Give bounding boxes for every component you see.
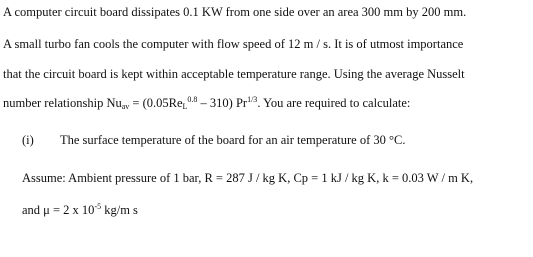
problem-line-1: A computer circuit board dissipates 0.1 KW from one side over an area 300 mm by 200 mm. <box>3 5 467 19</box>
re-exponent: 0.8 <box>187 95 198 104</box>
problem-line-2: A small turbo fan cools the computer with flow speed of 12 m / s. It is of utmost importance <box>3 37 464 51</box>
assumption-line-1: Assume: Ambient pressure of 1 bar, R = 287 J / kg K, Cp = 1 kJ / kg K, k = 0.03 W / m K, <box>22 171 474 185</box>
nusselt-relationship-line <box>3 95 410 111</box>
mu-value-start: and μ = 2 x 10 <box>22 203 95 217</box>
task-text: The surface temperature of the board for an air temperature of 30 °C. <box>60 133 406 147</box>
mu-exponent: -5 <box>94 202 102 211</box>
task-number: (i) <box>22 133 34 147</box>
re-subscript: L <box>182 102 188 111</box>
task-item <box>22 132 405 148</box>
problem-line-3: that the circuit board is kept within acceptable temperature range. Using the average Nusselt <box>3 67 465 81</box>
line-4-end: . You are required to calculate: <box>257 96 411 110</box>
nu-subscript: av <box>121 102 130 111</box>
assumption-line-2 <box>22 202 138 218</box>
mu-units: kg/m s <box>101 203 138 217</box>
line-4-mid: – 310) Pr <box>197 96 248 110</box>
pr-exponent: 1/3 <box>247 95 258 104</box>
line-4-equation: = (0.05Re <box>129 96 183 110</box>
line-4-start: number relationship Nu <box>3 96 122 110</box>
